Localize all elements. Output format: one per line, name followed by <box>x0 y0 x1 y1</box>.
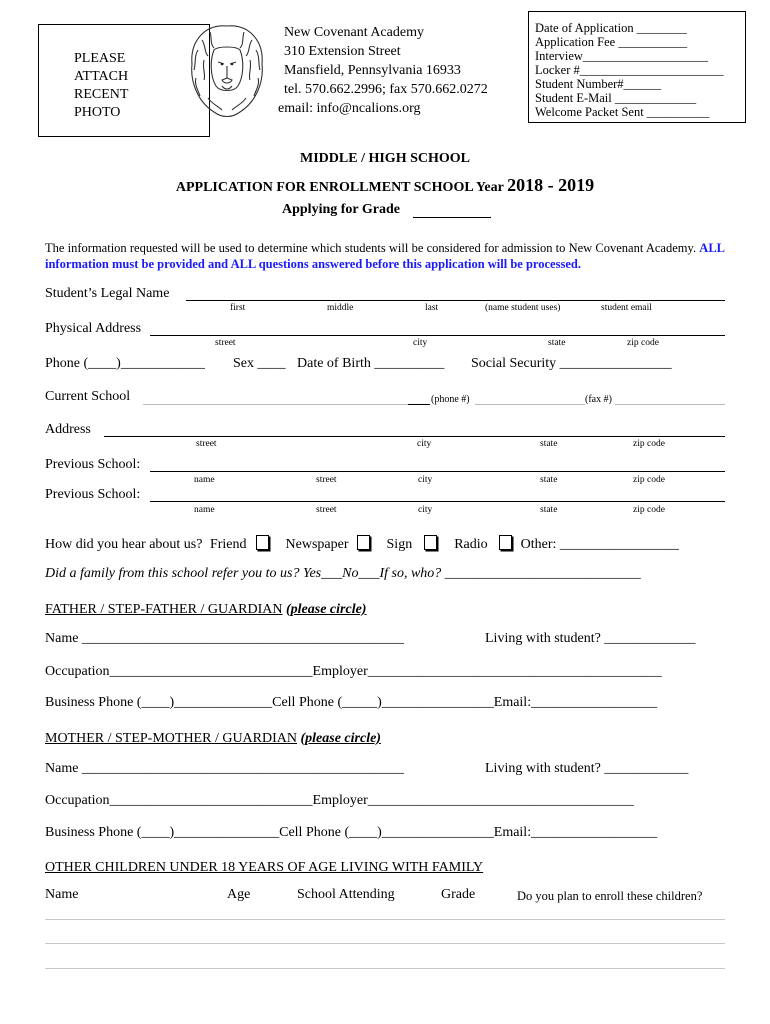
date-of-application: Date of Application ________ <box>535 21 687 35</box>
mother-phones-email[interactable]: Business Phone (____)_______________Cell Phone (____)________________Email:__________________ <box>45 825 658 840</box>
physical-address-label: Physical Address <box>45 321 142 336</box>
interview: Interview____________________ <box>535 49 708 63</box>
form-title-2 <box>0 175 770 196</box>
father-occupation-employer[interactable]: Occupation_____________________________Employer__________________________________________ <box>45 664 662 679</box>
school-year: 2018 - 2019 <box>507 175 595 195</box>
father-name-field[interactable]: Name ______________________________________________ <box>45 631 404 646</box>
previous-school-1-field[interactable] <box>150 471 725 472</box>
mother-circle-note: (please circle) <box>300 731 381 746</box>
radio-checkbox[interactable] <box>499 535 512 550</box>
photo-line-1: PLEASE <box>74 51 126 66</box>
grade-label: Applying for Grade <box>282 202 400 217</box>
hear-question: How did you hear about us? <box>45 537 203 552</box>
sub-city-4: city <box>418 505 433 515</box>
phone-field[interactable]: Phone (____)____________ <box>45 356 205 371</box>
sub-state-3: state <box>540 475 558 485</box>
previous-school-1-label: Previous School: <box>45 457 141 472</box>
grade-field[interactable] <box>413 217 491 218</box>
col-name: Name <box>45 887 79 902</box>
hear-radio-label: Radio <box>454 537 488 552</box>
current-school-phone-line[interactable] <box>475 404 585 405</box>
sub-zip-4: zip code <box>633 505 665 515</box>
intro-text: The information requested will be used to determine which students will be considered for admission to New Covenant Academy. <box>45 241 697 255</box>
hear-about-row <box>45 535 679 553</box>
sign-checkbox[interactable] <box>424 535 437 550</box>
mother-name-field[interactable]: Name ______________________________________________ <box>45 761 404 776</box>
current-school-label: Current School <box>45 389 131 404</box>
sub-name-uses: (name student uses) <box>485 303 561 313</box>
school-info <box>276 23 488 118</box>
photo-line-4: PHOTO <box>74 105 121 120</box>
photo-line-2: ATTACH <box>74 69 129 84</box>
col-enroll: Do you plan to enroll these children? <box>517 889 703 903</box>
sub-name-3: name <box>194 475 215 485</box>
intro-emphasis: ALL information must be provided and ALL questions answered before this application will be processed. <box>45 241 725 271</box>
mother-heading <box>45 731 381 747</box>
current-school-phone-field[interactable] <box>408 404 430 405</box>
father-heading <box>45 602 366 618</box>
school-email: email: info@ncalions.org <box>278 101 421 116</box>
sub-street-4: street <box>316 505 337 515</box>
father-living-field[interactable]: Living with student? _____________ <box>485 631 696 646</box>
hear-newspaper-label: Newspaper <box>285 537 349 552</box>
sub-name-4: name <box>194 505 215 515</box>
office-fields <box>535 21 724 119</box>
photo-instructions <box>74 50 128 122</box>
previous-school-2-label: Previous School: <box>45 487 141 502</box>
sub-zip-3: zip code <box>633 475 665 485</box>
current-school-fax-line[interactable] <box>615 404 725 405</box>
sex-field[interactable]: Sex ____ <box>233 356 286 371</box>
child-row-3[interactable] <box>45 968 725 969</box>
form-title-1: MIDDLE / HIGH SCHOOL <box>300 151 470 166</box>
current-school-field[interactable] <box>143 404 408 405</box>
sub-student-email: student email <box>601 303 652 313</box>
phone-number-label: (phone #) <box>431 394 470 405</box>
legal-name-field[interactable] <box>186 300 725 301</box>
sub-state-4: state <box>540 505 558 515</box>
dob-field[interactable]: Date of Birth __________ <box>297 356 445 371</box>
father-circle-note: (please circle) <box>286 602 367 617</box>
intro-paragraph <box>45 240 725 272</box>
mother-occupation-employer[interactable]: Occupation_____________________________Employer______________________________________ <box>45 793 634 808</box>
mother-heading-text: MOTHER / STEP-MOTHER / GUARDIAN <box>45 731 297 746</box>
sub-city-1: city <box>413 338 428 348</box>
address-label: Address <box>45 422 91 437</box>
sub-state-1: state <box>548 338 566 348</box>
school-address: 310 Extension Street <box>284 44 401 59</box>
student-email-office: Student E-Mail _____________ <box>535 91 697 105</box>
physical-address-field[interactable] <box>150 335 725 336</box>
col-grade: Grade <box>441 887 476 902</box>
hear-other-field[interactable]: Other: _________________ <box>520 537 679 552</box>
children-heading: OTHER CHILDREN UNDER 18 YEARS OF AGE LIVING WITH FAMILY <box>45 860 484 875</box>
father-phones-email[interactable]: Business Phone (____)______________Cell Phone (_____)________________Email:__________________ <box>45 695 658 710</box>
school-city: Mansfield, Pennsylvania 16933 <box>284 63 461 78</box>
hear-sign-label: Sign <box>386 537 413 552</box>
applying-for-grade <box>282 202 400 218</box>
sub-street-2: street <box>196 439 217 449</box>
student-number: Student Number#______ <box>535 77 662 91</box>
sub-first: first <box>230 303 246 313</box>
father-heading-text: FATHER / STEP-FATHER / GUARDIAN <box>45 602 283 617</box>
sub-city-3: city <box>418 475 433 485</box>
locker-number: Locker #_______________________ <box>535 63 724 77</box>
previous-school-2-field[interactable] <box>150 501 725 502</box>
sub-state-2: state <box>540 439 558 449</box>
legal-name-label: Student’s Legal Name <box>45 286 170 301</box>
photo-line-3: RECENT <box>74 87 129 102</box>
child-row-1[interactable] <box>45 919 725 920</box>
sub-middle: middle <box>327 303 354 313</box>
sub-last: last <box>425 303 439 313</box>
sub-street-1: street <box>215 338 236 348</box>
hear-friend-label: Friend <box>209 537 247 552</box>
newspaper-checkbox[interactable] <box>357 535 370 550</box>
referral-question[interactable]: Did a family from this school refer you to us? Yes___No___If so, who? ____________________________ <box>45 566 641 581</box>
sub-zip-2: zip code <box>633 439 665 449</box>
form-title-2-text: APPLICATION FOR ENROLLMENT SCHOOL Year <box>175 180 504 195</box>
sub-street-3: street <box>316 475 337 485</box>
school-phone: tel. 570.662.2996; fax 570.662.0272 <box>284 82 488 97</box>
sub-zip-1: zip code <box>627 338 659 348</box>
mother-living-field[interactable]: Living with student? ____________ <box>485 761 689 776</box>
welcome-packet: Welcome Packet Sent __________ <box>535 105 710 119</box>
friend-checkbox[interactable] <box>256 535 269 550</box>
address-field[interactable] <box>104 436 725 437</box>
child-row-2[interactable] <box>45 943 725 944</box>
school-name: New Covenant Academy <box>284 25 424 40</box>
col-age: Age <box>227 887 251 902</box>
application-fee: Application Fee ___________ <box>535 35 688 49</box>
col-school: School Attending <box>297 887 395 902</box>
ssn-field[interactable]: Social Security ________________ <box>471 356 672 371</box>
sub-city-2: city <box>417 439 432 449</box>
lion-logo <box>184 20 270 120</box>
fax-number-label: (fax #) <box>585 394 612 405</box>
